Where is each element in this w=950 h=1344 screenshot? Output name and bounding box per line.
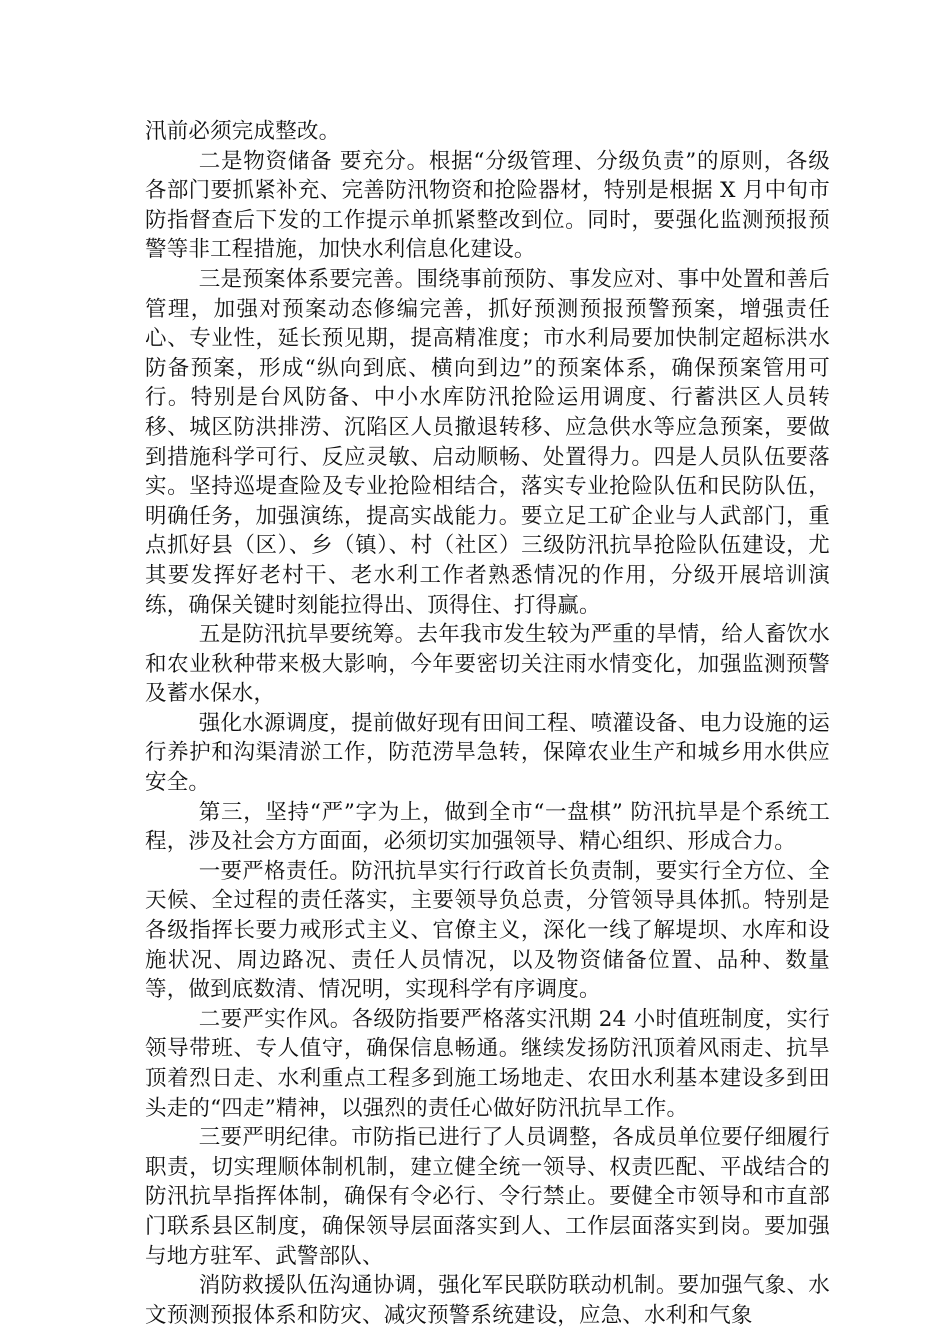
paragraph: 第三，坚持“严”字为上，做到全市“一盘棋” 防汛抗旱是个系统工程，涉及社会方方面面，必须切实加强领导、精心组织、形成合力。	[145, 799, 830, 855]
paragraph: 一要严格责任。防汛抗旱实行行政首长负责制，要实行全方位、全天候、全过程的责任落实，主要领导负总责，分管领导具体抓。特别是各级指挥长要力戒形式主义、官僚主义，深化一线了解堤坝、水库和设施状况、周边路况、责任人员情况，以及物资储备位置、品种、数量等，做到底数清、情况明，实现科学有序调度。	[145, 858, 830, 1003]
paragraph: 三要严明纪律。市防指已进行了人员调整，各成员单位要仔细履行职责，切实理顺体制机制，建立健全统一领导、权责匹配、平战结合的防汛抗旱指挥体制，确保有令必行、令行禁止。要健全市领导和市直部门联系县区制度，确保领导层面落实到人、工作层面落实到岗。要加强与地方驻军、武警部队、	[145, 1125, 830, 1269]
document-body	[145, 117, 830, 1330]
paragraph: 强化水源调度，提前做好现有田间工程、喷灌设备、电力设施的运行养护和沟渠清淤工作，防范涝旱急转，保障农业生产和城乡用水供应安全。	[145, 710, 830, 796]
paragraph: 二是物资储备 要充分。根据“分级管理、分级负责”的原则，各级各部门要抓紧补充、完善防汛物资和抢险器材，特别是根据 X 月中旬市防指督查后下发的工作提示单抓紧整改到位。同时，要强化监测预报预警等非工程措施，加快水利信息化建设。	[145, 148, 830, 263]
paragraph: 二要严实作风。各级防指要严格落实汛期 24 小时值班制度，实行领导带班、专人值守，确保信息畅通。继续发扬防汛顶着风雨走、抗旱顶着烈日走、水利重点工程多到施工场地走、农田水利基本建设多到田头走的“四走”精神，以强烈的责任心做好防汛抗旱工作。	[145, 1006, 830, 1121]
paragraph: 三是预案体系要完善。围绕事前预防、事发应对、事中处置和善后管理，加强对预案动态修编完善，抓好预测预报预警预案，增强责任心、专业性，延长预见期，提高精准度；市水利局要加快制定超标洪水防备预案，形成“纵向到底、横向到边”的预案体系，确保预案管用可行。特别是台风防备、中小水库防汛抢险运用调度、行蓄洪区人员转移、城区防洪排涝、沉陷区人员撤退转移、应急供水等应急预案，要做到措施科学可行、反应灵敏、启动顺畅、处置得力。四是人员队伍要落实。坚持巡堤查险及专业抢险相结合，落实专业抢险队伍和民防队伍，明确任务，加强演练，提高实战能力。要立足工矿企业与人武部门，重点抓好县（区）、乡（镇）、村（社区）三级防汛抗旱抢险队伍建设，尤其要发挥好老村干、老水利工作者熟悉情况的作用，分级开展培训演练，确保关键时刻能拉得出、顶得住、打得赢。	[145, 266, 830, 618]
paragraph: 汛前必须完成整改。	[145, 119, 341, 144]
paragraph: 五是防汛抗旱要统筹。去年我市发生较为严重的旱情，给人畜饮水和农业秋种带来极大影响，今年要密切关注雨水情变化，加强监测预警及蓄水保水，	[145, 622, 830, 707]
paragraph: 消防救援队伍沟通协调，强化军民联防联动机制。要加强气象、水文预测预报体系和防灾、减灾预警系统建设，应急、水利和气象	[145, 1273, 830, 1328]
